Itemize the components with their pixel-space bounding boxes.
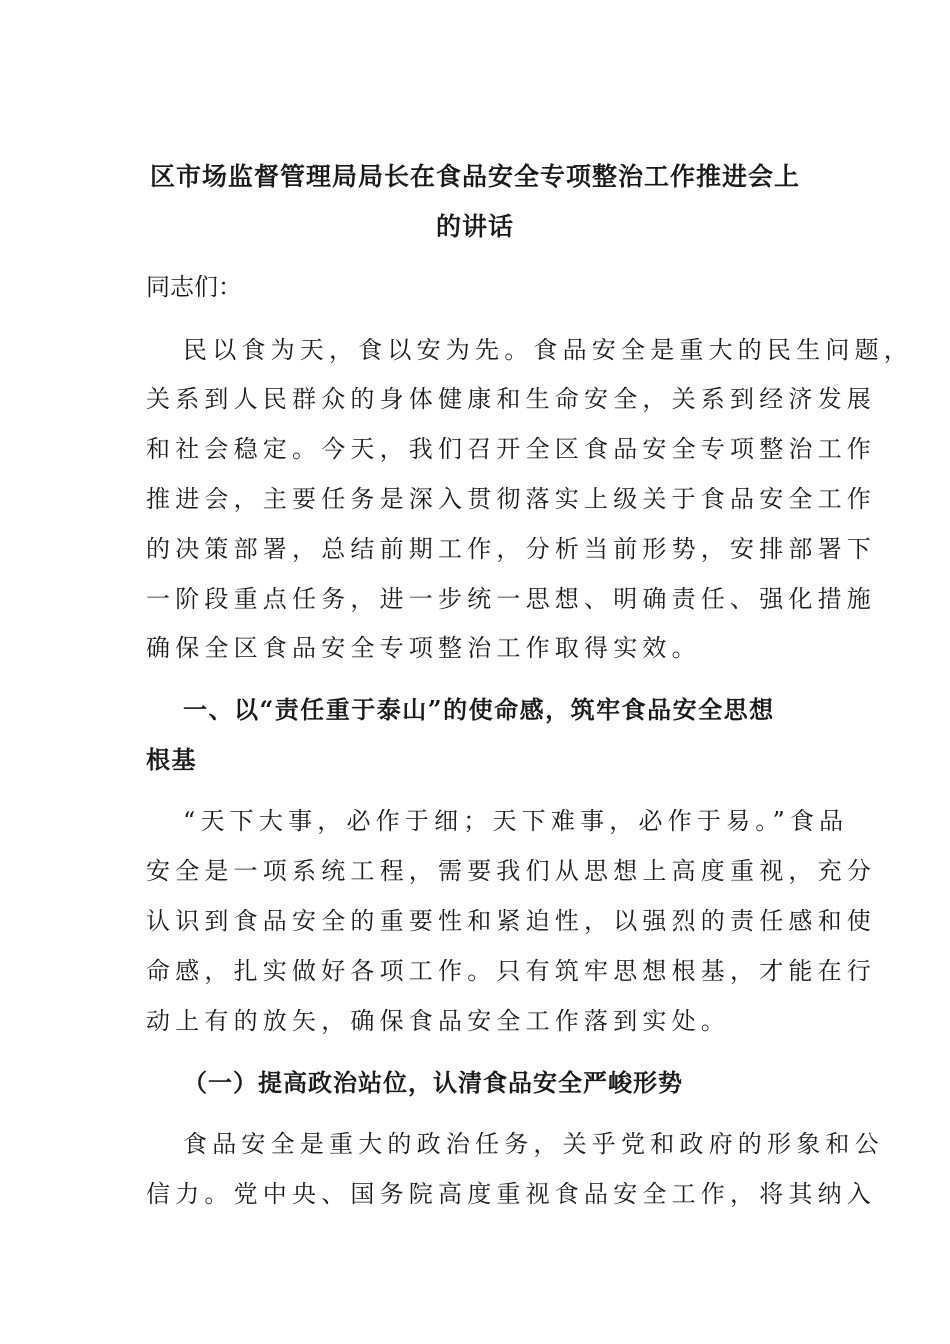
section-1-heading-line-1: 一、以“责任重于泰山”的使命感，筑牢食品安全思想: [183, 695, 775, 724]
document-title-line-1: 区市场监督管理局局长在食品安全专项整治工作推进会上: [149, 162, 800, 191]
section-1-body-line: 命感，扎实做好各项工作。只有筑牢思想根基，才能在行: [146, 957, 876, 985]
intro-line: 确保全区食品安全专项整治工作取得实效。: [146, 634, 701, 662]
section-1-body-line: “天下大事，必作于细；天下难事，必作于易。”食品: [183, 807, 849, 835]
intro-line: 关系到人民群众的身体健康和生命安全，关系到经济发展: [146, 385, 876, 413]
intro-line: 一阶段重点任务，进一步统一思想、明确责任、强化措施: [146, 585, 876, 613]
section-1-body-line: 安全是一项系统工程，需要我们从思想上高度重视，充分: [146, 857, 876, 885]
section-1-heading-line-2: 根基: [146, 745, 197, 774]
section-1-body-line: 动上有的放矢，确保食品安全工作落到实处。: [146, 1007, 730, 1035]
intro-line: 和社会稳定。今天，我们召开全区食品安全专项整治工作: [146, 435, 876, 463]
subsection-1-body-line: 食品安全是重大的政治任务，关乎党和政府的形象和公: [183, 1130, 884, 1158]
document-title-line-2: 的讲话: [435, 212, 514, 241]
subsection-1-body-line: 信力。党中央、国务院高度重视食品安全工作，将其纳入: [146, 1180, 876, 1208]
section-1-body-line: 认识到食品安全的重要性和紧迫性，以强烈的责任感和使: [146, 907, 876, 935]
intro-line: 的决策部署，总结前期工作，分析当前形势，安排部署下: [146, 535, 876, 563]
subsection-1-heading: （一）提高政治站位，认清食品安全严峻形势: [183, 1068, 683, 1097]
intro-line: 民以食为天，食以安为先。食品安全是重大的民生问题，: [183, 336, 913, 364]
salutation: 同志们：: [146, 273, 242, 301]
intro-line: 推进会，主要任务是深入贯彻落实上级关于食品安全工作: [146, 485, 876, 513]
